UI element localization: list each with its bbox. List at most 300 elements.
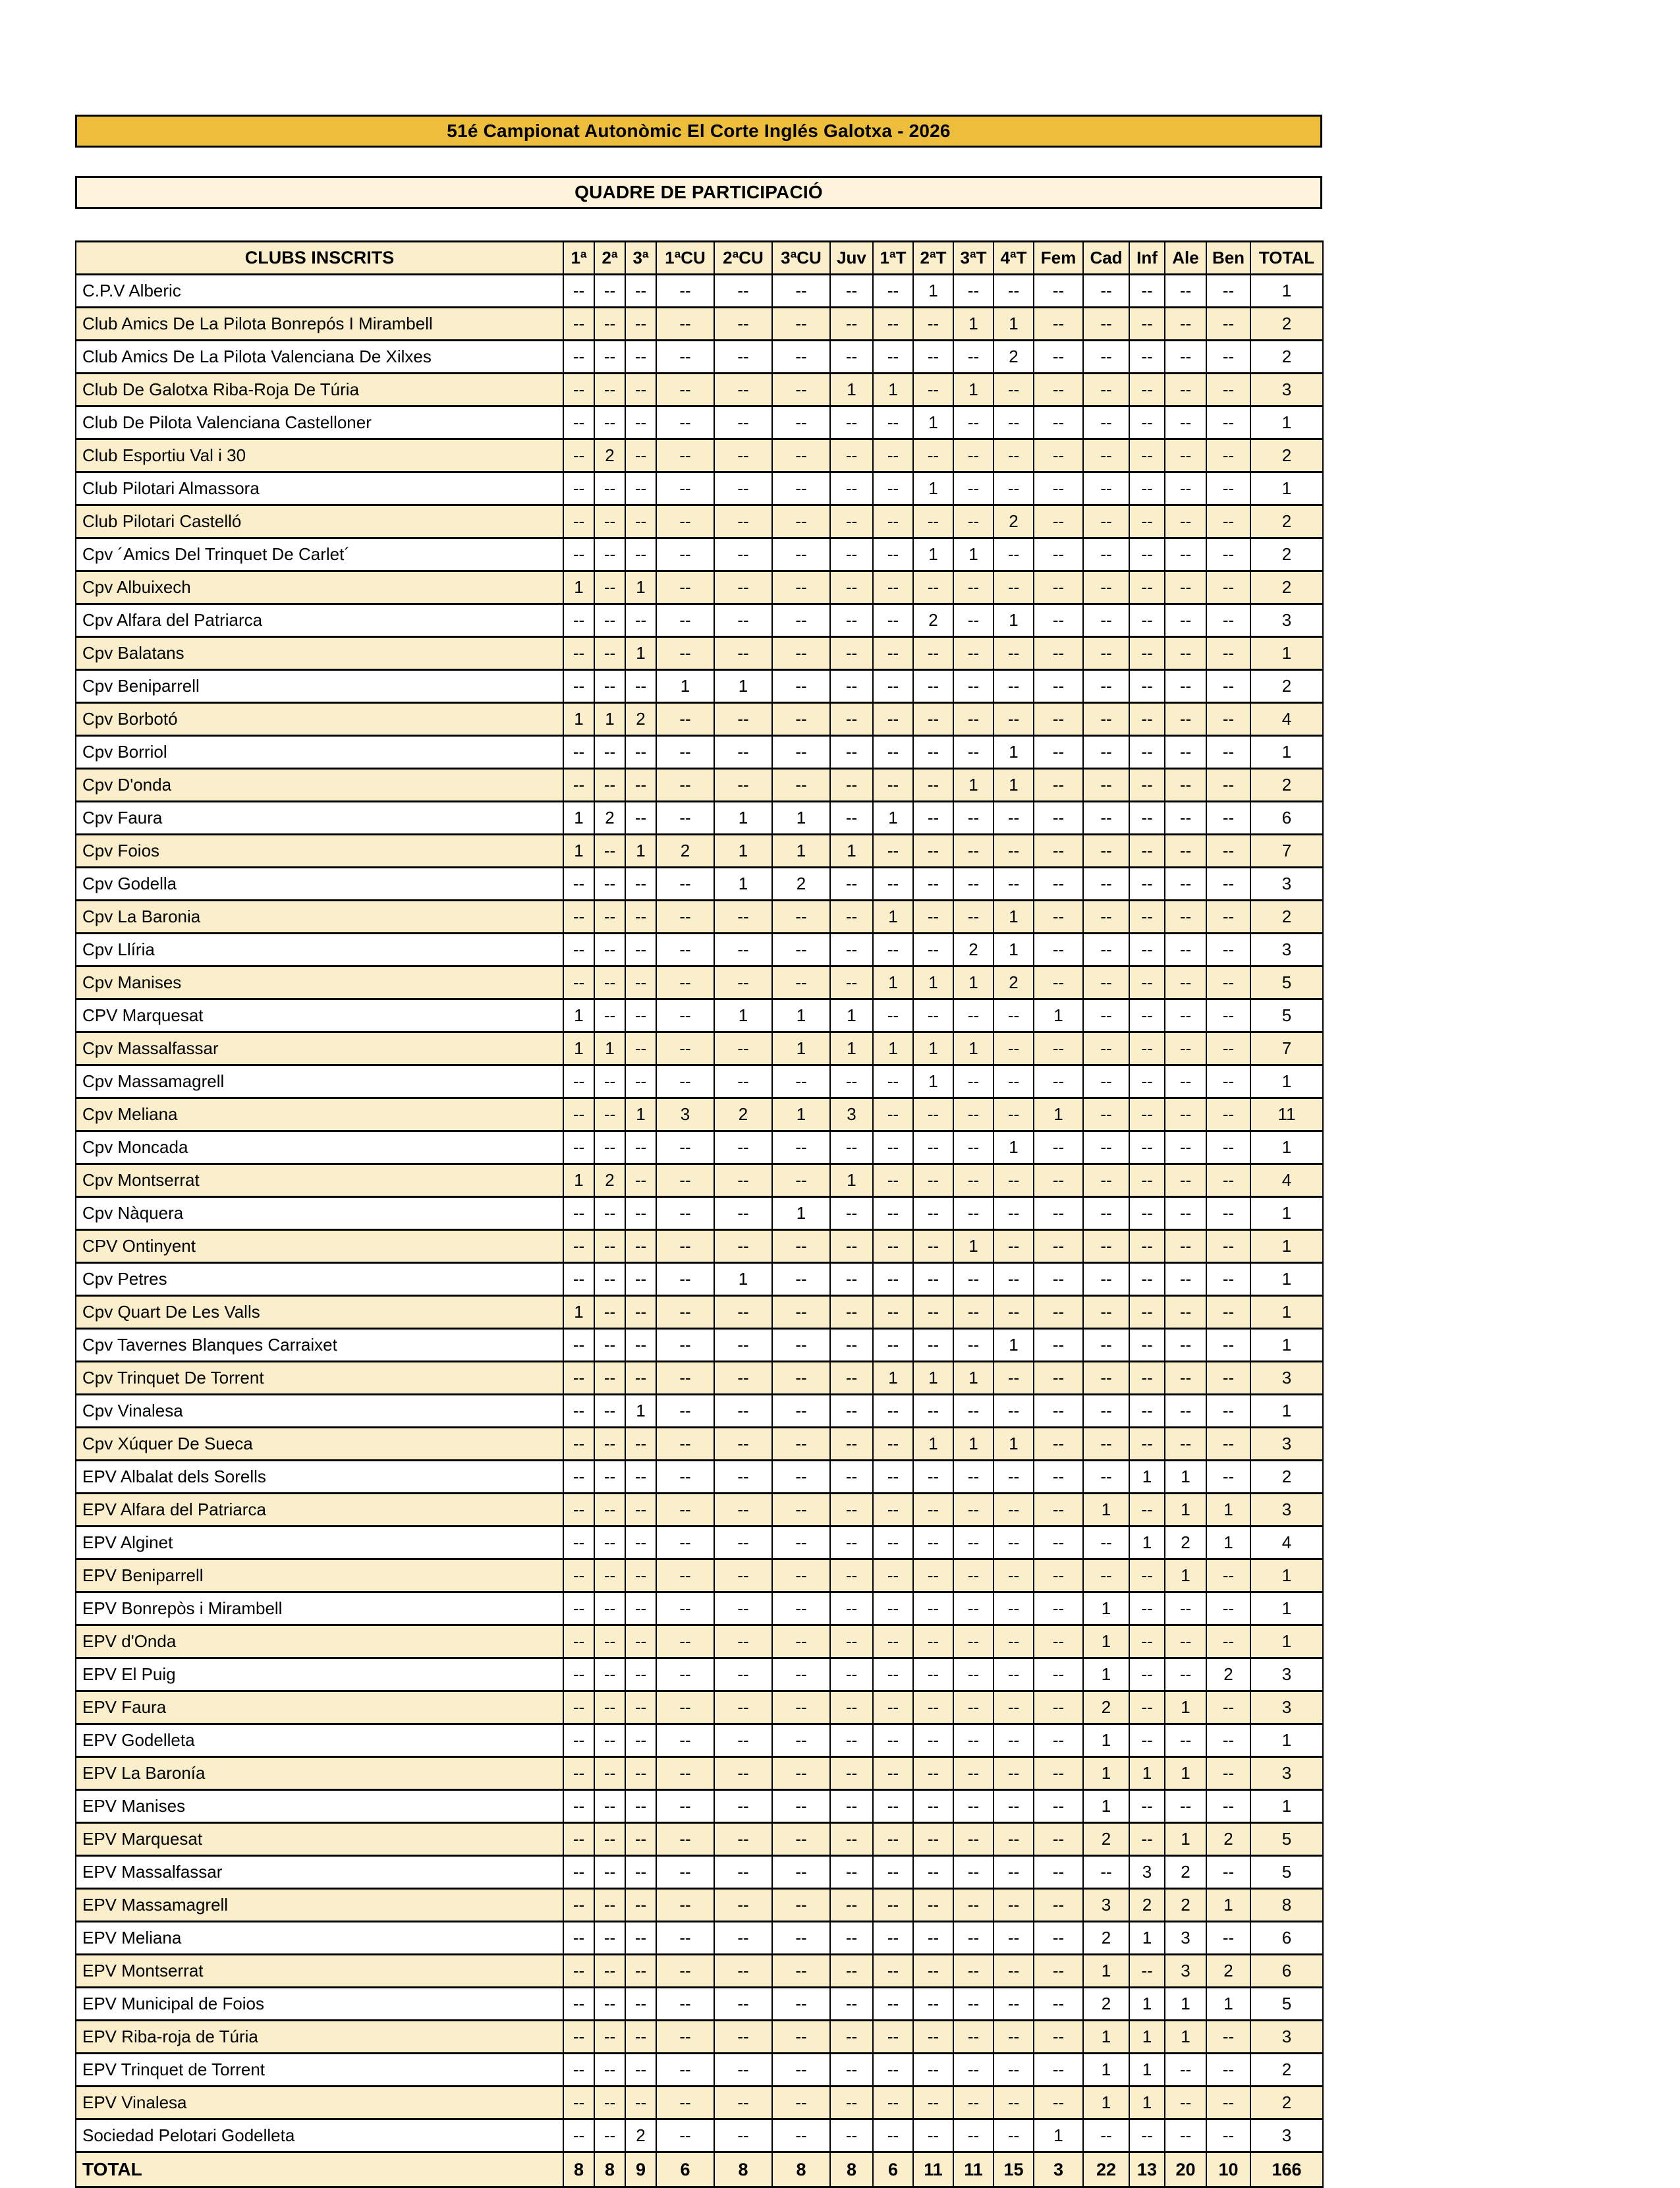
count-cell: -- bbox=[953, 1494, 994, 1527]
count-cell: -- bbox=[994, 1461, 1034, 1494]
count-cell: -- bbox=[953, 1098, 994, 1131]
count-cell: -- bbox=[1206, 275, 1250, 308]
count-cell: -- bbox=[594, 967, 625, 999]
count-cell: -- bbox=[1129, 1263, 1165, 1296]
count-cell: -- bbox=[772, 670, 830, 703]
table-row bbox=[76, 1494, 1323, 1527]
count-cell: -- bbox=[594, 835, 625, 868]
count-cell: -- bbox=[873, 2119, 913, 2152]
count-cell: -- bbox=[830, 275, 873, 308]
count-cell: -- bbox=[594, 1856, 625, 1889]
count-cell: 2 bbox=[1083, 1988, 1129, 2021]
count-cell: -- bbox=[913, 1527, 953, 1559]
count-cell: -- bbox=[714, 1922, 772, 1955]
count-cell: -- bbox=[1034, 967, 1083, 999]
count-cell: -- bbox=[625, 407, 656, 439]
count-cell: -- bbox=[656, 967, 714, 999]
count-cell: -- bbox=[953, 1691, 994, 1724]
count-cell: -- bbox=[830, 1263, 873, 1296]
count-cell: -- bbox=[772, 1428, 830, 1461]
table-row bbox=[76, 1230, 1323, 1263]
row-total-cell: 1 bbox=[1250, 1263, 1323, 1296]
count-cell: -- bbox=[1165, 703, 1206, 736]
total-row bbox=[76, 2152, 1323, 2187]
count-cell: -- bbox=[830, 1724, 873, 1757]
count-cell: 1 bbox=[873, 1032, 913, 1065]
count-cell: -- bbox=[625, 2054, 656, 2087]
category-column-header: 2ªT bbox=[913, 242, 953, 275]
count-cell: -- bbox=[830, 1296, 873, 1329]
count-cell: -- bbox=[913, 868, 953, 901]
count-cell: -- bbox=[656, 505, 714, 538]
table-row bbox=[76, 1362, 1323, 1395]
count-cell: -- bbox=[994, 439, 1034, 472]
table-row bbox=[76, 538, 1323, 571]
count-cell: -- bbox=[772, 1395, 830, 1428]
count-cell: 2 bbox=[1129, 1889, 1165, 1922]
club-name-cell: Cpv Quart De Les Valls bbox=[76, 1296, 563, 1329]
count-cell: -- bbox=[714, 1823, 772, 1856]
count-cell: -- bbox=[563, 1691, 594, 1724]
count-cell: -- bbox=[1129, 604, 1165, 637]
count-cell: -- bbox=[1034, 1263, 1083, 1296]
count-cell: -- bbox=[1083, 374, 1129, 407]
club-name-cell: C.P.V Alberic bbox=[76, 275, 563, 308]
count-cell: -- bbox=[1034, 505, 1083, 538]
count-cell: 1 bbox=[1129, 1461, 1165, 1494]
count-cell: -- bbox=[913, 1856, 953, 1889]
count-cell: -- bbox=[873, 1625, 913, 1658]
count-cell: -- bbox=[656, 1592, 714, 1625]
count-cell: -- bbox=[656, 2087, 714, 2119]
row-total-cell: 11 bbox=[1250, 1098, 1323, 1131]
category-column-header: 2ªCU bbox=[714, 242, 772, 275]
count-cell: -- bbox=[656, 769, 714, 802]
count-cell: -- bbox=[953, 1131, 994, 1164]
club-name-cell: Cpv Borriol bbox=[76, 736, 563, 769]
count-cell: -- bbox=[913, 1592, 953, 1625]
count-cell: -- bbox=[830, 1757, 873, 1790]
count-cell: -- bbox=[1034, 1296, 1083, 1329]
count-cell: -- bbox=[1206, 1592, 1250, 1625]
count-cell: 2 bbox=[625, 2119, 656, 2152]
count-cell: -- bbox=[714, 1131, 772, 1164]
count-cell: -- bbox=[1034, 1032, 1083, 1065]
count-cell: -- bbox=[594, 736, 625, 769]
count-cell: -- bbox=[563, 1065, 594, 1098]
count-cell: -- bbox=[594, 901, 625, 934]
count-cell: -- bbox=[1034, 1955, 1083, 1988]
count-cell: -- bbox=[625, 1296, 656, 1329]
count-cell: -- bbox=[772, 1131, 830, 1164]
row-total-cell: 1 bbox=[1250, 1559, 1323, 1592]
count-cell: 1 bbox=[913, 275, 953, 308]
count-cell: 1 bbox=[625, 637, 656, 670]
count-cell: -- bbox=[1206, 703, 1250, 736]
club-name-cell: Cpv Alfara del Patriarca bbox=[76, 604, 563, 637]
table-row bbox=[76, 1131, 1323, 1164]
count-cell: -- bbox=[1129, 736, 1165, 769]
count-cell: -- bbox=[1206, 2054, 1250, 2087]
count-cell: -- bbox=[1165, 670, 1206, 703]
count-cell: -- bbox=[873, 1164, 913, 1197]
table-row bbox=[76, 472, 1323, 505]
count-cell: -- bbox=[1083, 1362, 1129, 1395]
count-cell: -- bbox=[772, 1559, 830, 1592]
count-cell: 1 bbox=[1165, 1823, 1206, 1856]
count-cell: -- bbox=[913, 1658, 953, 1691]
count-cell: -- bbox=[625, 341, 656, 374]
count-cell: 2 bbox=[1165, 1527, 1206, 1559]
count-cell: -- bbox=[1083, 308, 1129, 341]
count-cell: -- bbox=[953, 2054, 994, 2087]
count-cell: -- bbox=[772, 769, 830, 802]
count-cell: -- bbox=[830, 901, 873, 934]
count-cell: -- bbox=[830, 1230, 873, 1263]
count-cell: -- bbox=[1165, 2054, 1206, 2087]
count-cell: -- bbox=[1165, 1032, 1206, 1065]
count-cell: -- bbox=[625, 275, 656, 308]
count-cell: -- bbox=[1129, 1428, 1165, 1461]
column-total-cell: 3 bbox=[1034, 2152, 1083, 2187]
count-cell: -- bbox=[994, 1032, 1034, 1065]
count-cell: -- bbox=[913, 439, 953, 472]
club-name-cell: Cpv Meliana bbox=[76, 1098, 563, 1131]
count-cell: -- bbox=[994, 1395, 1034, 1428]
count-cell: -- bbox=[772, 1164, 830, 1197]
count-cell: -- bbox=[953, 275, 994, 308]
count-cell: -- bbox=[1034, 802, 1083, 835]
count-cell: -- bbox=[994, 1988, 1034, 2021]
count-cell: 1 bbox=[772, 802, 830, 835]
count-cell: -- bbox=[594, 934, 625, 967]
club-name-cell: Sociedad Pelotari Godelleta bbox=[76, 2119, 563, 2152]
count-cell: -- bbox=[873, 1955, 913, 1988]
participation-table bbox=[75, 240, 1324, 2188]
count-cell: 1 bbox=[563, 1296, 594, 1329]
count-cell: -- bbox=[913, 1296, 953, 1329]
count-cell: -- bbox=[656, 1724, 714, 1757]
category-column-header: 3ª bbox=[625, 242, 656, 275]
count-cell: 1 bbox=[563, 703, 594, 736]
table-row bbox=[76, 308, 1323, 341]
count-cell: -- bbox=[656, 868, 714, 901]
count-cell: -- bbox=[1165, 472, 1206, 505]
count-cell: -- bbox=[994, 374, 1034, 407]
count-cell: 1 bbox=[594, 703, 625, 736]
count-cell: 2 bbox=[1206, 1823, 1250, 1856]
count-cell: -- bbox=[772, 472, 830, 505]
club-name-cell: Cpv Tavernes Blanques Carraixet bbox=[76, 1329, 563, 1362]
count-cell: -- bbox=[873, 538, 913, 571]
count-cell: -- bbox=[953, 1592, 994, 1625]
count-cell: -- bbox=[830, 1395, 873, 1428]
count-cell: -- bbox=[1083, 1131, 1129, 1164]
count-cell: -- bbox=[625, 1889, 656, 1922]
count-cell: -- bbox=[714, 1197, 772, 1230]
count-cell: -- bbox=[830, 2087, 873, 2119]
count-cell: -- bbox=[563, 538, 594, 571]
count-cell: -- bbox=[714, 1790, 772, 1823]
count-cell: -- bbox=[714, 2119, 772, 2152]
count-cell: 2 bbox=[994, 341, 1034, 374]
table-row bbox=[76, 2119, 1323, 2152]
count-cell: 1 bbox=[563, 835, 594, 868]
row-total-cell: 1 bbox=[1250, 1592, 1323, 1625]
count-cell: -- bbox=[1165, 1065, 1206, 1098]
row-total-cell: 1 bbox=[1250, 1724, 1323, 1757]
count-cell: -- bbox=[1206, 1197, 1250, 1230]
category-column-header: TOTAL bbox=[1250, 242, 1323, 275]
count-cell: -- bbox=[913, 802, 953, 835]
count-cell: -- bbox=[913, 1823, 953, 1856]
column-total-cell: 22 bbox=[1083, 2152, 1129, 2187]
count-cell: -- bbox=[1083, 835, 1129, 868]
count-cell: -- bbox=[625, 769, 656, 802]
count-cell: -- bbox=[656, 1131, 714, 1164]
count-cell: -- bbox=[913, 1131, 953, 1164]
count-cell: -- bbox=[1083, 571, 1129, 604]
count-cell: -- bbox=[1083, 439, 1129, 472]
count-cell: -- bbox=[1165, 341, 1206, 374]
count-cell: -- bbox=[830, 2021, 873, 2054]
club-name-cell: EPV Godelleta bbox=[76, 1724, 563, 1757]
row-total-cell: 3 bbox=[1250, 1494, 1323, 1527]
count-cell: -- bbox=[873, 1823, 913, 1856]
count-cell: -- bbox=[594, 1098, 625, 1131]
count-cell: -- bbox=[913, 1197, 953, 1230]
count-cell: -- bbox=[1129, 571, 1165, 604]
count-cell: -- bbox=[594, 999, 625, 1032]
count-cell: 1 bbox=[1034, 999, 1083, 1032]
table-row bbox=[76, 1032, 1323, 1065]
count-cell: 1 bbox=[913, 1428, 953, 1461]
row-total-cell: 4 bbox=[1250, 1164, 1323, 1197]
count-cell: -- bbox=[873, 1230, 913, 1263]
count-cell: 1 bbox=[994, 901, 1034, 934]
club-name-cell: Club De Pilota Valenciana Castelloner bbox=[76, 407, 563, 439]
count-cell: -- bbox=[563, 505, 594, 538]
count-cell: -- bbox=[953, 407, 994, 439]
count-cell: -- bbox=[625, 1263, 656, 1296]
count-cell: -- bbox=[594, 1395, 625, 1428]
count-cell: -- bbox=[594, 2054, 625, 2087]
count-cell: 2 bbox=[1206, 1658, 1250, 1691]
count-cell: 1 bbox=[994, 604, 1034, 637]
count-cell: -- bbox=[1165, 1197, 1206, 1230]
count-cell: -- bbox=[563, 1559, 594, 1592]
count-cell: -- bbox=[625, 1329, 656, 1362]
count-cell: -- bbox=[563, 1856, 594, 1889]
count-cell: -- bbox=[1129, 1362, 1165, 1395]
count-cell: -- bbox=[953, 835, 994, 868]
count-cell: 1 bbox=[994, 934, 1034, 967]
count-cell: -- bbox=[563, 1263, 594, 1296]
count-cell: -- bbox=[1165, 1362, 1206, 1395]
count-cell: -- bbox=[830, 1790, 873, 1823]
count-cell: -- bbox=[873, 1691, 913, 1724]
count-cell: -- bbox=[994, 571, 1034, 604]
count-cell: -- bbox=[1129, 341, 1165, 374]
count-cell: 1 bbox=[1129, 1988, 1165, 2021]
count-cell: -- bbox=[1129, 1098, 1165, 1131]
count-cell: -- bbox=[594, 1197, 625, 1230]
count-cell: -- bbox=[830, 1494, 873, 1527]
count-cell: -- bbox=[830, 341, 873, 374]
count-cell: 2 bbox=[1083, 1691, 1129, 1724]
count-cell: -- bbox=[1083, 1461, 1129, 1494]
count-cell: -- bbox=[1129, 1494, 1165, 1527]
count-cell: -- bbox=[953, 1790, 994, 1823]
count-cell: -- bbox=[873, 2054, 913, 2087]
count-cell: 1 bbox=[994, 1329, 1034, 1362]
row-total-cell: 2 bbox=[1250, 670, 1323, 703]
count-cell: -- bbox=[1034, 1494, 1083, 1527]
count-cell: -- bbox=[830, 1065, 873, 1098]
count-cell: -- bbox=[594, 2021, 625, 2054]
count-cell: 1 bbox=[913, 967, 953, 999]
count-cell: -- bbox=[1034, 341, 1083, 374]
count-cell: -- bbox=[994, 2054, 1034, 2087]
count-cell: -- bbox=[1083, 1065, 1129, 1098]
count-cell: -- bbox=[563, 1494, 594, 1527]
count-cell: -- bbox=[563, 1329, 594, 1362]
count-cell: -- bbox=[656, 538, 714, 571]
club-name-cell: Cpv Manises bbox=[76, 967, 563, 999]
count-cell: 1 bbox=[873, 374, 913, 407]
category-column-header: 4ªT bbox=[994, 242, 1034, 275]
count-cell: -- bbox=[830, 703, 873, 736]
count-cell: 1 bbox=[714, 999, 772, 1032]
count-cell: -- bbox=[830, 637, 873, 670]
count-cell: -- bbox=[1129, 967, 1165, 999]
count-cell: -- bbox=[1034, 1889, 1083, 1922]
row-total-cell: 6 bbox=[1250, 1922, 1323, 1955]
count-cell: -- bbox=[772, 1889, 830, 1922]
count-cell: -- bbox=[1034, 1362, 1083, 1395]
count-cell: -- bbox=[830, 1559, 873, 1592]
count-cell: -- bbox=[772, 2021, 830, 2054]
table-row bbox=[76, 802, 1323, 835]
table-row bbox=[76, 374, 1323, 407]
count-cell: -- bbox=[1083, 934, 1129, 967]
count-cell: -- bbox=[563, 1922, 594, 1955]
count-cell: -- bbox=[563, 1197, 594, 1230]
header-row bbox=[76, 242, 1323, 275]
count-cell: -- bbox=[714, 2021, 772, 2054]
count-cell: -- bbox=[656, 472, 714, 505]
count-cell: -- bbox=[1034, 571, 1083, 604]
count-cell: -- bbox=[994, 1856, 1034, 1889]
count-cell: -- bbox=[714, 934, 772, 967]
count-cell: -- bbox=[1034, 1559, 1083, 1592]
count-cell: -- bbox=[656, 275, 714, 308]
count-cell: -- bbox=[1129, 802, 1165, 835]
count-cell: -- bbox=[1083, 2119, 1129, 2152]
count-cell: -- bbox=[1034, 1197, 1083, 1230]
count-cell: -- bbox=[714, 571, 772, 604]
count-cell: 1 bbox=[772, 1197, 830, 1230]
club-name-cell: EPV Municipal de Foios bbox=[76, 1988, 563, 2021]
count-cell: -- bbox=[1206, 835, 1250, 868]
count-cell: -- bbox=[563, 1230, 594, 1263]
count-cell: -- bbox=[994, 1098, 1034, 1131]
count-cell: -- bbox=[714, 538, 772, 571]
count-cell: -- bbox=[656, 1658, 714, 1691]
count-cell: 1 bbox=[953, 538, 994, 571]
count-cell: -- bbox=[1165, 2119, 1206, 2152]
count-cell: -- bbox=[563, 374, 594, 407]
count-cell: -- bbox=[563, 1527, 594, 1559]
count-cell: -- bbox=[772, 1230, 830, 1263]
count-cell: -- bbox=[1034, 1856, 1083, 1889]
count-cell: -- bbox=[994, 1230, 1034, 1263]
row-total-cell: 3 bbox=[1250, 1428, 1323, 1461]
table-row bbox=[76, 736, 1323, 769]
count-cell: 1 bbox=[563, 999, 594, 1032]
row-total-cell: 1 bbox=[1250, 1230, 1323, 1263]
count-cell: -- bbox=[1034, 2054, 1083, 2087]
count-cell: -- bbox=[830, 1856, 873, 1889]
count-cell: -- bbox=[1165, 835, 1206, 868]
count-cell: -- bbox=[772, 703, 830, 736]
table-row bbox=[76, 967, 1323, 999]
count-cell: -- bbox=[830, 1625, 873, 1658]
count-cell: -- bbox=[873, 1461, 913, 1494]
count-cell: 1 bbox=[873, 1362, 913, 1395]
count-cell: -- bbox=[1083, 1329, 1129, 1362]
count-cell: -- bbox=[953, 505, 994, 538]
count-cell: -- bbox=[656, 901, 714, 934]
count-cell: -- bbox=[1034, 1757, 1083, 1790]
count-cell: -- bbox=[913, 2087, 953, 2119]
count-cell: -- bbox=[830, 1197, 873, 1230]
table-row bbox=[76, 703, 1323, 736]
column-total-cell: 11 bbox=[953, 2152, 994, 2187]
count-cell: -- bbox=[625, 1428, 656, 1461]
table-row bbox=[76, 571, 1323, 604]
club-name-cell: Club Amics De La Pilota Valenciana De Xilxes bbox=[76, 341, 563, 374]
count-cell: -- bbox=[1165, 374, 1206, 407]
count-cell: -- bbox=[1165, 275, 1206, 308]
count-cell: -- bbox=[625, 802, 656, 835]
table-row bbox=[76, 1757, 1323, 1790]
count-cell: -- bbox=[656, 1461, 714, 1494]
count-cell: -- bbox=[1165, 901, 1206, 934]
count-cell: -- bbox=[994, 835, 1034, 868]
count-cell: -- bbox=[714, 1889, 772, 1922]
club-name-cell: EPV Meliana bbox=[76, 1922, 563, 1955]
count-cell: -- bbox=[953, 1922, 994, 1955]
count-cell: -- bbox=[1129, 934, 1165, 967]
count-cell: -- bbox=[953, 1559, 994, 1592]
count-cell: 2 bbox=[656, 835, 714, 868]
count-cell: -- bbox=[873, 308, 913, 341]
club-name-cell: EPV Bonrepòs i Mirambell bbox=[76, 1592, 563, 1625]
count-cell: -- bbox=[656, 1230, 714, 1263]
count-cell: -- bbox=[656, 341, 714, 374]
count-cell: -- bbox=[563, 1362, 594, 1395]
row-total-cell: 1 bbox=[1250, 736, 1323, 769]
count-cell: -- bbox=[1034, 1428, 1083, 1461]
count-cell: -- bbox=[656, 1362, 714, 1395]
count-cell: -- bbox=[656, 1032, 714, 1065]
count-cell: -- bbox=[1129, 308, 1165, 341]
count-cell: -- bbox=[563, 2087, 594, 2119]
count-cell: -- bbox=[1034, 1329, 1083, 1362]
count-cell: -- bbox=[563, 1428, 594, 1461]
count-cell: -- bbox=[1206, 1362, 1250, 1395]
